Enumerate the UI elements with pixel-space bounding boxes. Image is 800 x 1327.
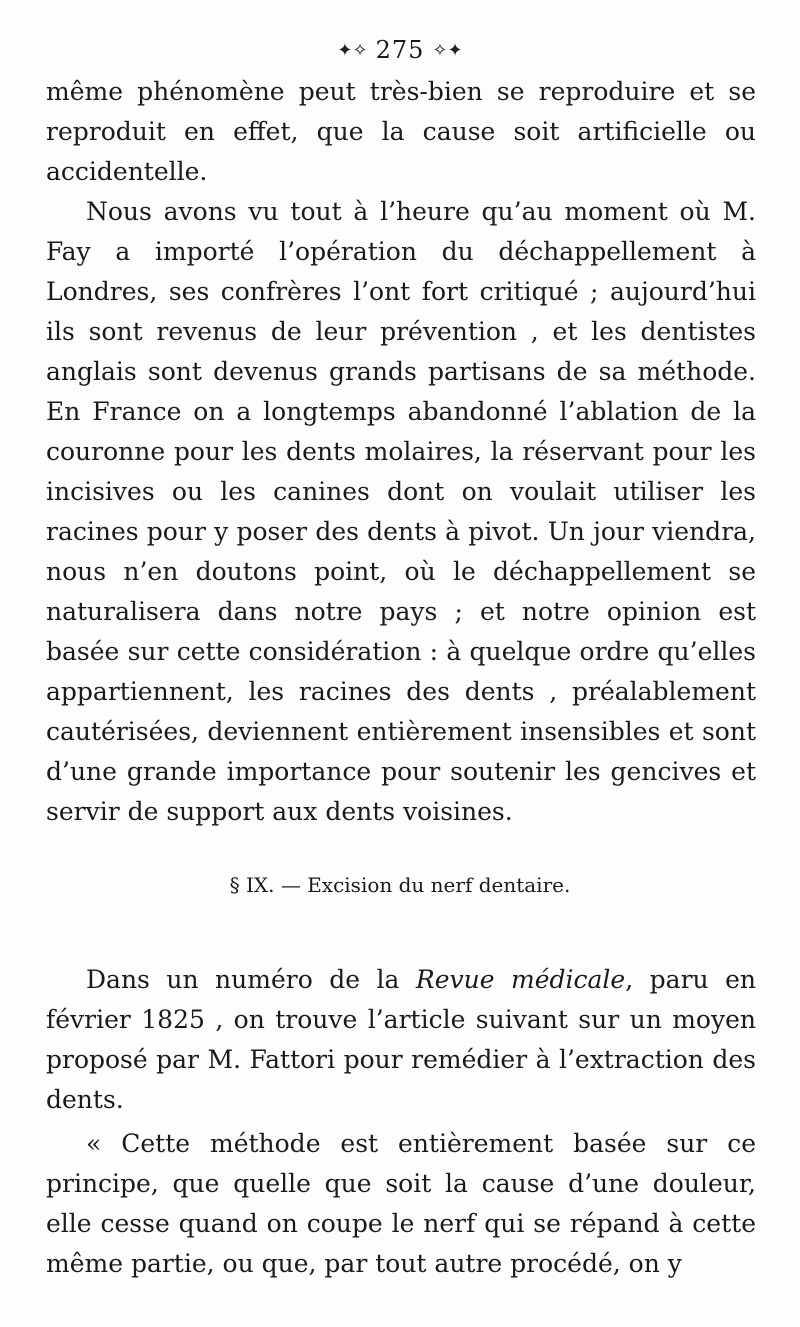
right-ornament-icon: ✧✦: [432, 39, 463, 61]
paragraph-3-text-start: Dans un numéro de la: [86, 965, 416, 994]
journal-title: Revue médicale: [415, 965, 626, 994]
left-ornament-icon: ✦✧: [337, 39, 368, 61]
page-number: 275: [375, 36, 425, 64]
paragraph-3-text-end: , paru en février 1825 , on trouve l’article suivant sur un moyen proposé par M. Fattori pour remédier à l’extraction des dents.: [46, 965, 757, 1114]
paragraph-1: même phénomène peut très-bien se reproduire et se reproduit en effet, que la cause soit artificielle ou accidentelle.: [46, 77, 756, 186]
paragraph-4: « Cette méthode est entièrement basée sur ce principe, que quelle que soit la cause d’une douleur, elle cesse quand on coupe le nerf qui se répand à cette même partie, ou que, par tout autre procédé, on y: [46, 1129, 756, 1278]
paragraph-2: Nous avons vu tout à l’heure qu’au moment où M. Fay a importé l’opération du déchappellement à Londres, ses confrères l’ont fort critiqué ; aujourd’hui ils sont revenus de leur prévention , et les dentistes anglais sont devenus grands partisans de sa méthode. En France on a longtemps abandonné l’ablation de la couronne pour les dents molaires, la réservant pour les incisives ou les canines dont on voulait utiliser les racines pour y poser des dents à pivot. Un jour viendra, nous n’en doutons point, où le déchappellement se naturalisera dans notre pays ; et notre opinion est basée sur cette considération : à quelque ordre qu’elles appartiennent, les racines des dents , préalablement cautérisées, deviennent entièrement insensibles et sont d’une grande importance pour soutenir les gencives et servir de support aux dents voisines.: [46, 197, 756, 826]
section-heading: § IX. — Excision du nerf dentaire.: [229, 873, 571, 897]
paragraph-3: [46, 960, 756, 1120]
page-header: [0, 30, 800, 70]
